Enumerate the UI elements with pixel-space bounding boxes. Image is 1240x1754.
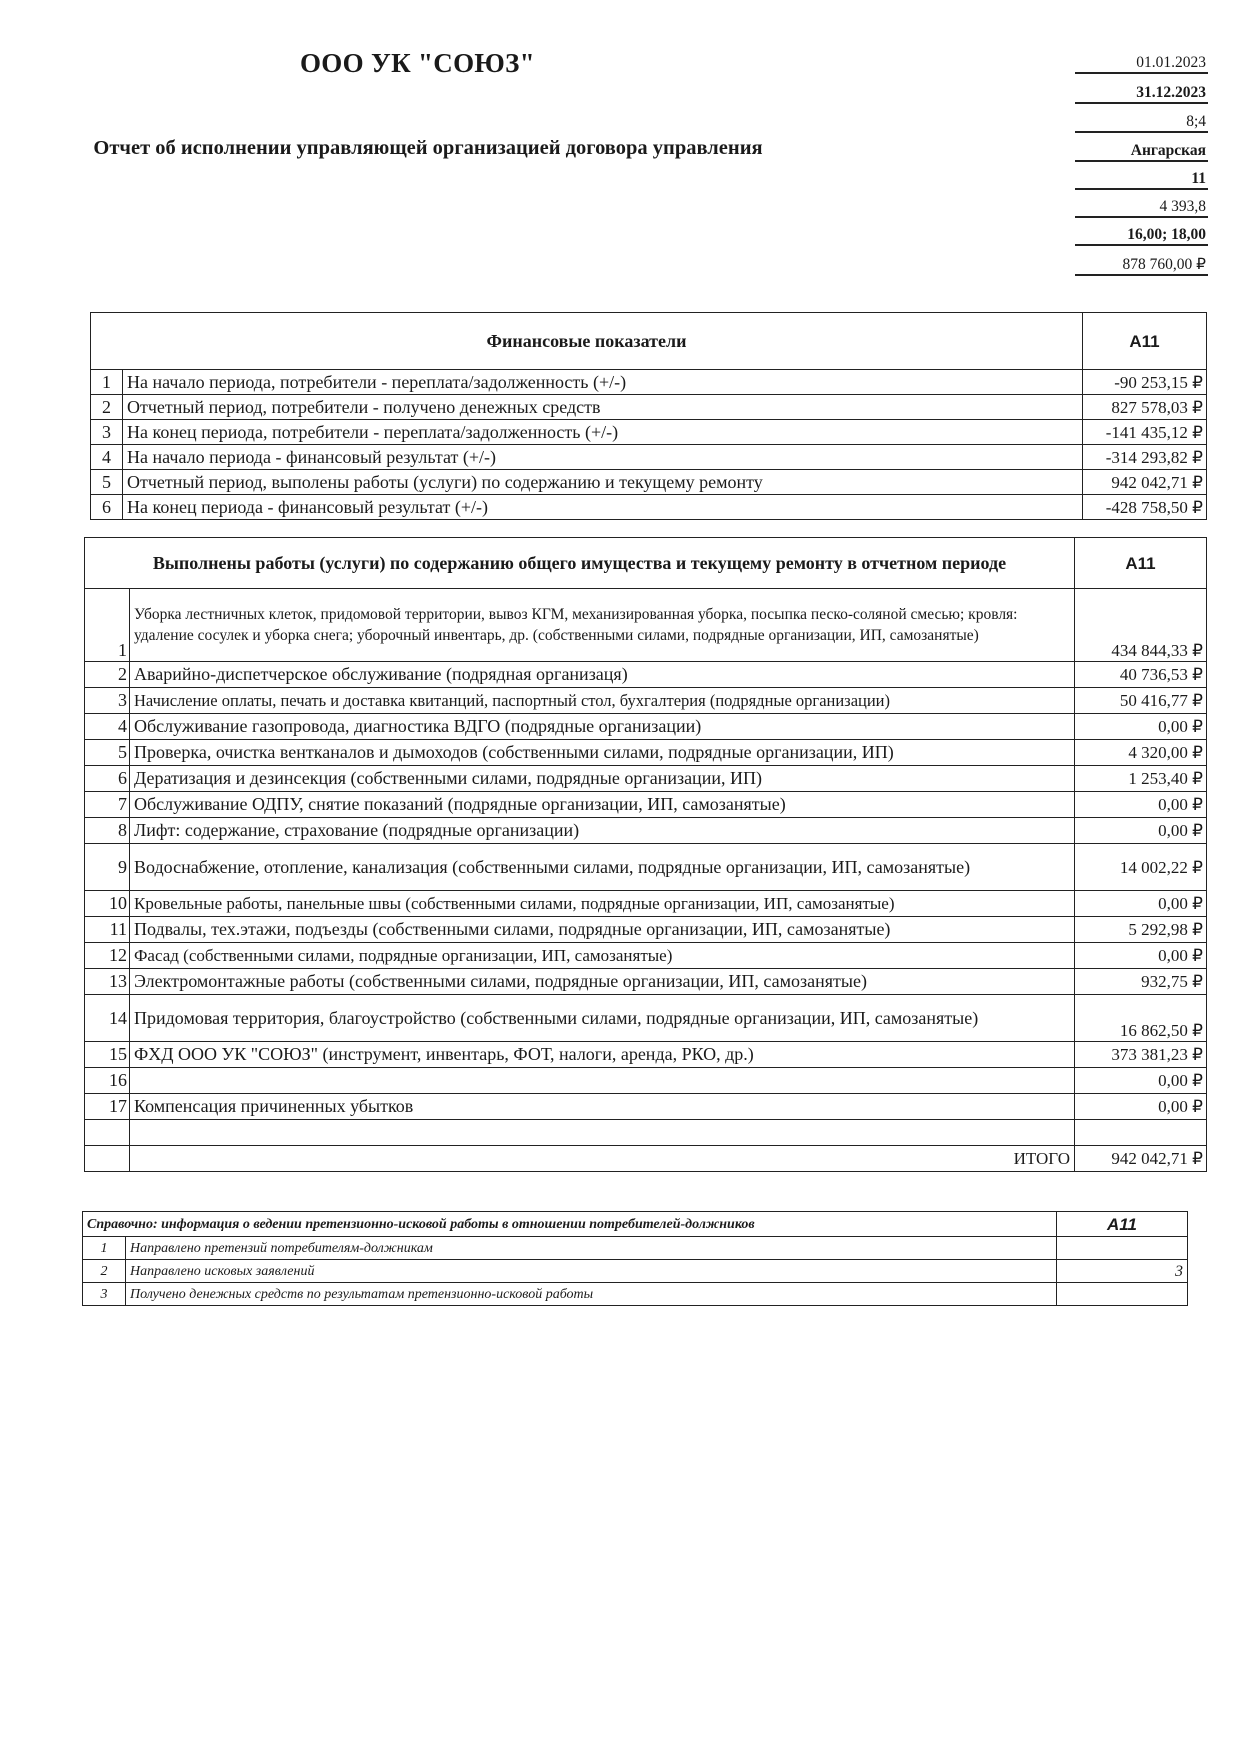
row-value [1057, 1283, 1188, 1306]
row-number: 8 [85, 818, 130, 844]
claims-header [83, 1212, 1188, 1237]
row-number: 9 [85, 844, 130, 891]
row-number: 16 [85, 1068, 130, 1094]
organization-name: ООО УК "СОЮЗ" [300, 48, 535, 78]
row-label: Обслуживание газопровода, диагностика ВДГО (подрядные организации) [130, 714, 1075, 740]
row-label: Получено денежных средств по результатам претензионно-исковой работы [126, 1283, 1057, 1306]
row-value: 3 [1057, 1260, 1188, 1283]
financial-table [90, 312, 1207, 520]
meta-value: 878 760,00 ₽ [1075, 255, 1208, 276]
row-value: -141 435,12 ₽ [1083, 420, 1207, 445]
table-row [85, 714, 1207, 740]
row-number: 14 [85, 995, 130, 1042]
row-value: 50 416,77 ₽ [1075, 688, 1207, 714]
row-label: Придомовая территория, благоустройство (собственными силами, подрядные организации, ИП, самозанятые) [130, 995, 1075, 1042]
row-number: 6 [85, 766, 130, 792]
row-label: Аварийно-диспетчерское обслуживание (подрядная организаця) [130, 662, 1075, 688]
row-number: 2 [85, 662, 130, 688]
row-label: Подвалы, тех.этажи, подъезды (собственными силами, подрядные организации, ИП, самозанятые) [130, 917, 1075, 943]
row-number: 1 [91, 370, 123, 395]
column-header: А11 [1083, 313, 1207, 370]
row-number [85, 1146, 130, 1172]
meta-value: Ангарская [1075, 142, 1208, 162]
row-label: Дератизация и дезинсекция (собственными силами, подрядные организации, ИП) [130, 766, 1075, 792]
table-row [91, 445, 1207, 470]
row-value: 0,00 ₽ [1075, 943, 1207, 969]
table-row-empty [85, 1120, 1207, 1146]
row-number: 6 [91, 495, 123, 520]
row-value: 0,00 ₽ [1075, 818, 1207, 844]
row-label [130, 1120, 1075, 1146]
row-value: -428 758,50 ₽ [1083, 495, 1207, 520]
row-value: 14 002,22 ₽ [1075, 844, 1207, 891]
table-row [85, 766, 1207, 792]
table-row [85, 589, 1207, 662]
row-label: Электромонтажные работы (собственными силами, подрядные организации, ИП, самозанятые) [130, 969, 1075, 995]
row-number: 4 [85, 714, 130, 740]
row-label [130, 1068, 1075, 1094]
table-row [85, 1042, 1207, 1068]
row-value: 0,00 ₽ [1075, 1094, 1207, 1120]
table-row [85, 740, 1207, 766]
table-row [83, 1260, 1188, 1283]
row-value: 0,00 ₽ [1075, 891, 1207, 917]
row-label: Водоснабжение, отопление, канализация (собственными силами, подрядные организации, ИП, самозанятые) [130, 844, 1075, 891]
table-row [83, 1283, 1188, 1306]
works-table [84, 537, 1207, 1172]
row-label: Лифт: содержание, страхование (подрядные организации) [130, 818, 1075, 844]
meta-value: 31.12.2023 [1075, 84, 1208, 104]
row-number: 5 [91, 470, 123, 495]
meta-value: 11 [1075, 170, 1208, 190]
column-header: А11 [1057, 1212, 1188, 1237]
row-label: Уборка лестничных клеток, придомовой территории, вывоз КГМ, механизированная уборка, посыпка песко-соляной смесью; кровля: удаление сосулек и уборка снега; уборочный инвентарь, др. (собственными силами, подрядные организации, ИП, самозанятые) [130, 589, 1075, 662]
table-row [85, 792, 1207, 818]
table-row [85, 844, 1207, 891]
row-number: 1 [85, 589, 130, 662]
row-label: Компенсация причиненных убытков [130, 1094, 1075, 1120]
row-number [85, 1120, 130, 1146]
meta-value: 8;4 [1075, 113, 1208, 133]
row-label: На конец периода, потребители - переплата/задолженность (+/-) [123, 420, 1083, 445]
row-number: 15 [85, 1042, 130, 1068]
row-label: Начисление оплаты, печать и доставка квитанций, паспортный стол, бухгалтерия (подрядные организации) [130, 688, 1075, 714]
table-row [91, 420, 1207, 445]
row-number: 3 [85, 688, 130, 714]
claims-table [82, 1211, 1188, 1306]
row-value: 1 253,40 ₽ [1075, 766, 1207, 792]
financial-header [91, 313, 1207, 370]
row-label: Проверка, очистка вентканалов и дымоходов (собственными силами, подрядные организации, ИП) [130, 740, 1075, 766]
row-value: 0,00 ₽ [1075, 1068, 1207, 1094]
row-label: Направлено претензий потребителям-должникам [126, 1237, 1057, 1260]
row-value: 0,00 ₽ [1075, 714, 1207, 740]
row-value: 827 578,03 ₽ [1083, 395, 1207, 420]
table-row [83, 1237, 1188, 1260]
row-number: 13 [85, 969, 130, 995]
table-row [85, 1094, 1207, 1120]
row-label: Кровельные работы, панельные швы (собственными силами, подрядные организации, ИП, самозанятые) [130, 891, 1075, 917]
row-value: -314 293,82 ₽ [1083, 445, 1207, 470]
row-label: ФХД ООО УК "СОЮЗ" (инструмент, инвентарь, ФОТ, налоги, аренда, РКО, др.) [130, 1042, 1075, 1068]
row-number: 3 [91, 420, 123, 445]
total-label: ИТОГО [130, 1146, 1075, 1172]
table-row [91, 495, 1207, 520]
column-header: А11 [1075, 538, 1207, 589]
row-number: 2 [83, 1260, 126, 1283]
row-number: 2 [91, 395, 123, 420]
table-row [91, 470, 1207, 495]
row-number: 3 [83, 1283, 126, 1306]
row-label: На начало периода, потребители - переплата/задолженность (+/-) [123, 370, 1083, 395]
table-row [85, 662, 1207, 688]
row-value: 4 320,00 ₽ [1075, 740, 1207, 766]
table-row [91, 370, 1207, 395]
row-value: 942 042,71 ₽ [1083, 470, 1207, 495]
meta-value: 4 393,8 [1075, 198, 1208, 218]
row-number: 5 [85, 740, 130, 766]
total-row [85, 1146, 1207, 1172]
row-value: 5 292,98 ₽ [1075, 917, 1207, 943]
row-value: 16 862,50 ₽ [1075, 995, 1207, 1042]
row-value: -90 253,15 ₽ [1083, 370, 1207, 395]
row-value: 373 381,23 ₽ [1075, 1042, 1207, 1068]
row-value: 932,75 ₽ [1075, 969, 1207, 995]
row-value: 434 844,33 ₽ [1075, 589, 1207, 662]
meta-value: 16,00; 18,00 [1075, 226, 1208, 246]
table-row [85, 943, 1207, 969]
row-value: 40 736,53 ₽ [1075, 662, 1207, 688]
total-value: 942 042,71 ₽ [1075, 1146, 1207, 1172]
table-row [85, 818, 1207, 844]
table-row [85, 917, 1207, 943]
row-label: Обслуживание ОДПУ, снятие показаний (подрядные организации, ИП, самозанятые) [130, 792, 1075, 818]
row-label: На начало периода - финансовый результат (+/-) [123, 445, 1083, 470]
row-value: 0,00 ₽ [1075, 792, 1207, 818]
table-row [85, 1068, 1207, 1094]
table-row [91, 395, 1207, 420]
works-title: Выполнены работы (услуги) по содержанию общего имущества и текущему ремонту в отчетном периоде [85, 538, 1075, 589]
row-number: 7 [85, 792, 130, 818]
works-header [85, 538, 1207, 589]
row-value [1075, 1120, 1207, 1146]
row-number: 1 [83, 1237, 126, 1260]
row-number: 4 [91, 445, 123, 470]
table-row [85, 688, 1207, 714]
row-number: 10 [85, 891, 130, 917]
table-row [85, 969, 1207, 995]
report-title: Отчет об исполнении управляющей организацией договора управления [93, 137, 763, 159]
row-label: Направлено исковых заявлений [126, 1260, 1057, 1283]
meta-value: 01.01.2023 [1075, 54, 1208, 74]
row-label: Фасад (собственными силами, подрядные организации, ИП, самозанятые) [130, 943, 1075, 969]
row-number: 12 [85, 943, 130, 969]
row-value [1057, 1237, 1188, 1260]
table-row [85, 995, 1207, 1042]
table-row [85, 891, 1207, 917]
row-label: Отчетный период, потребители - получено денежных средств [123, 395, 1083, 420]
row-number: 11 [85, 917, 130, 943]
row-number: 17 [85, 1094, 130, 1120]
financial-title: Финансовые показатели [91, 313, 1083, 370]
claims-title: Справочно: информация о ведении претензионно-исковой работы в отношении потребителей-должников [83, 1212, 1057, 1237]
row-label: На конец периода - финансовый результат (+/-) [123, 495, 1083, 520]
row-label: Отчетный период, выполены работы (услуги) по содержанию и текущему ремонту [123, 470, 1083, 495]
